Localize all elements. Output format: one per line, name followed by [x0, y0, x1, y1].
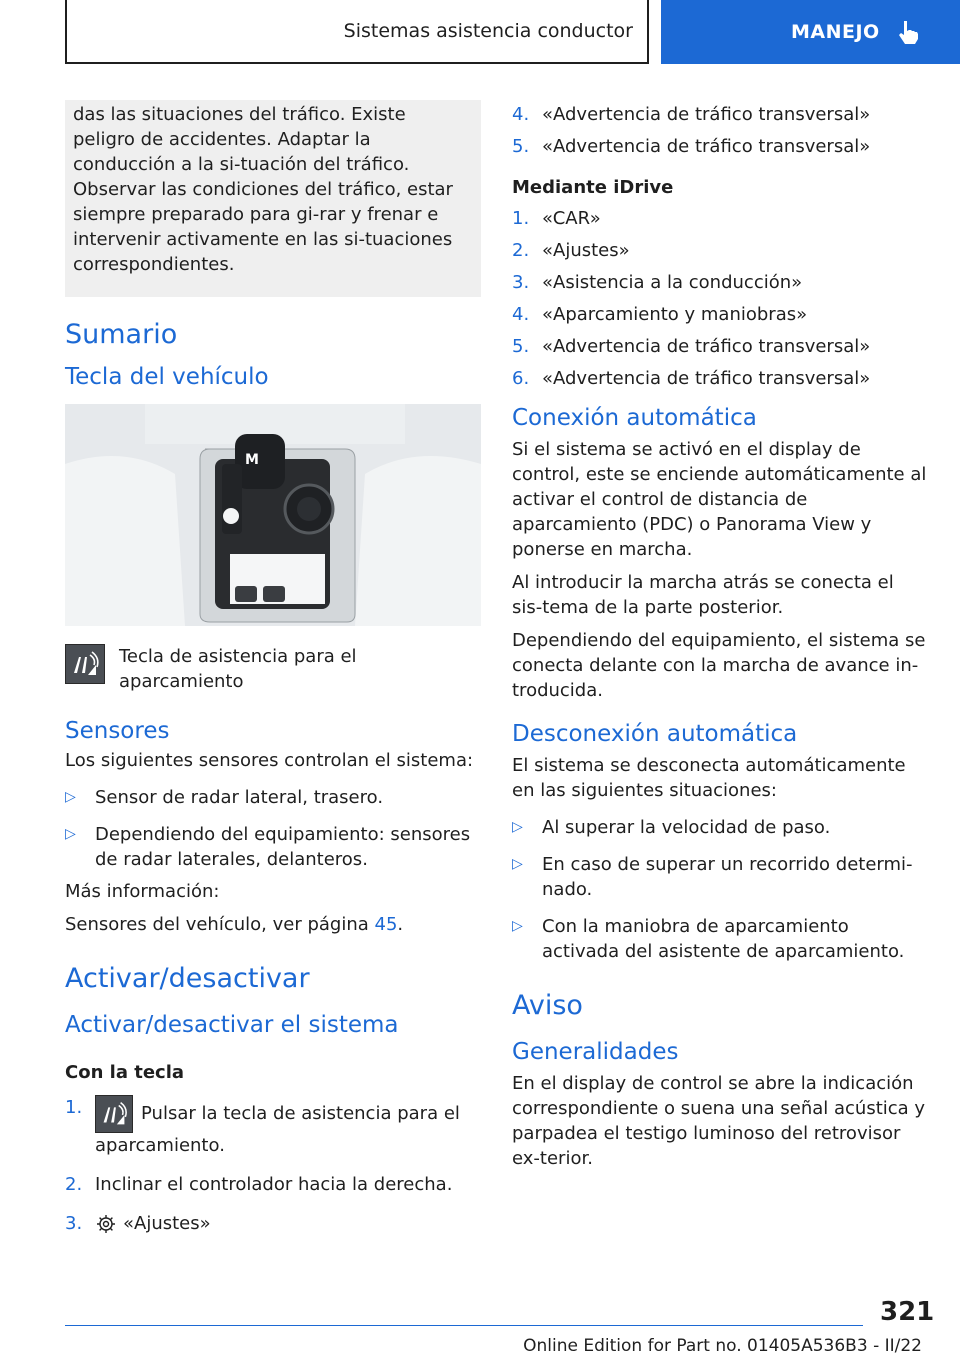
sensores-intro: Los siguientes sensores controlan el sistema:	[65, 750, 474, 771]
parking-assist-button-icon	[95, 1095, 133, 1133]
edition-footer: Online Edition for Part no. 01405A536B3 - II/22	[523, 1336, 922, 1356]
list-item: ▷ En caso de superar un recorrido determi-nado.	[512, 854, 913, 900]
list-item: 6. «Advertencia de tráfico transversal»	[512, 368, 871, 389]
heading-conexion: Conexión automática	[512, 405, 757, 431]
conexion-p3: Dependiendo del equipamiento, el sistema se conecta delante con la marcha de avance in-troducida.	[512, 630, 926, 701]
list-item: ▷ Dependiendo del equipamiento: sensores de radar laterales, delanteros.	[65, 824, 471, 870]
gear-icon	[95, 1213, 117, 1235]
button-caption: Tecla de asistencia para el aparcamiento	[119, 646, 357, 692]
heading-generalidades: Generalidades	[512, 1039, 679, 1065]
sensores-list	[65, 785, 481, 872]
heading-tecla: Tecla del vehículo	[65, 364, 269, 390]
page-number: 321	[880, 1297, 935, 1327]
footer-divider	[65, 1325, 863, 1326]
chapter-title: Sistemas asistencia conductor	[343, 20, 633, 42]
desconexion-intro: El sistema se desconecta automáticamente en las siguientes situaciones:	[512, 755, 906, 801]
section-tab[interactable]	[661, 0, 960, 64]
mas-info-label: Más información:	[65, 881, 220, 902]
heading-activar: Activar/desactivar	[65, 963, 310, 994]
desconexion-list	[512, 815, 928, 964]
steps-list-cont	[512, 102, 928, 159]
center-console-image	[65, 404, 481, 626]
list-item: ▷ Al superar la velocidad de paso.	[512, 817, 831, 838]
list-item: ▷ Con la maniobra de aparcamiento activada del asistente de aparcamiento.	[512, 916, 905, 962]
svg-text:M: M	[245, 452, 259, 468]
list-item: 5. «Advertencia de tráfico transversal»	[512, 136, 871, 157]
warning-box	[65, 100, 481, 297]
heading-sensores: Sensores	[65, 718, 170, 744]
conexion-p1: Si el sistema se activó en el display de control, este se enciende automáticamente al activar el control de distancia de aparcamiento (PDC) o Panorama View y ponerse en marcha.	[512, 439, 927, 560]
parking-assist-button-icon	[65, 644, 105, 684]
bullet-triangle-icon: ▷	[512, 918, 523, 934]
conexion-p2: Al introducir la marcha atrás se conecta el sis-tema de la parte posterior.	[512, 572, 894, 618]
bullet-triangle-icon: ▷	[512, 856, 523, 872]
bullet-triangle-icon: ▷	[65, 826, 76, 842]
list-item: 3. «Ajustes»	[65, 1213, 211, 1234]
right-column	[512, 100, 928, 1179]
sensores-reference: Sensores del vehículo, ver página 45.	[65, 914, 404, 935]
steps-list	[65, 1095, 481, 1236]
list-item: 5. «Advertencia de tráfico transversal»	[512, 336, 871, 357]
bullet-triangle-icon: ▷	[512, 819, 523, 835]
pointing-hand-icon	[896, 19, 920, 45]
list-item: 2. «Ajustes»	[512, 240, 630, 261]
list-item: 4. «Aparcamiento y maniobras»	[512, 304, 808, 325]
list-item: 1. Pulsar la tecla de asistencia para el aparcamiento.	[65, 1097, 460, 1156]
list-item: 4. «Advertencia de tráfico transversal»	[512, 104, 871, 125]
heading-sumario: Sumario	[65, 319, 178, 350]
list-item: 2. Inclinar el controlador hacia la derecha.	[65, 1174, 453, 1195]
heading-desconexion: Desconexión automática	[512, 721, 798, 747]
heading-con-tecla: Con la tecla	[65, 1062, 185, 1083]
idrive-list	[512, 206, 928, 391]
list-item: ▷ Sensor de radar lateral, trasero.	[65, 787, 384, 808]
generalidades-text: En el display de control se abre la indicación correspondiente o suena una señal acústica y parpadea el testigo luminoso del retrovisor ex-terior.	[512, 1073, 926, 1169]
left-column	[65, 100, 481, 1243]
chapter-title-box	[65, 0, 649, 64]
section-label: MANEJO	[791, 21, 880, 43]
bullet-triangle-icon: ▷	[65, 789, 76, 805]
list-item: 1. «CAR»	[512, 208, 601, 229]
heading-activar-sistema: Activar/desactivar el sistema	[65, 1012, 399, 1038]
button-legend	[65, 644, 481, 694]
heading-aviso: Aviso	[512, 990, 583, 1021]
list-item: 3. «Asistencia a la conducción»	[512, 272, 803, 293]
page-link[interactable]: 45	[374, 914, 398, 935]
heading-idrive: Mediante iDrive	[512, 177, 674, 198]
warning-text: das las situaciones del tráfico. Existe peligro de accidentes. Adaptar la conducción a la si-tuación del tráfico. Observar las condiciones del tráfico, estar siempre preparado para gi-rar y frenar e intervenir activamente en las si-tuaciones correspondientes.	[73, 104, 453, 275]
console-photo	[65, 404, 481, 626]
